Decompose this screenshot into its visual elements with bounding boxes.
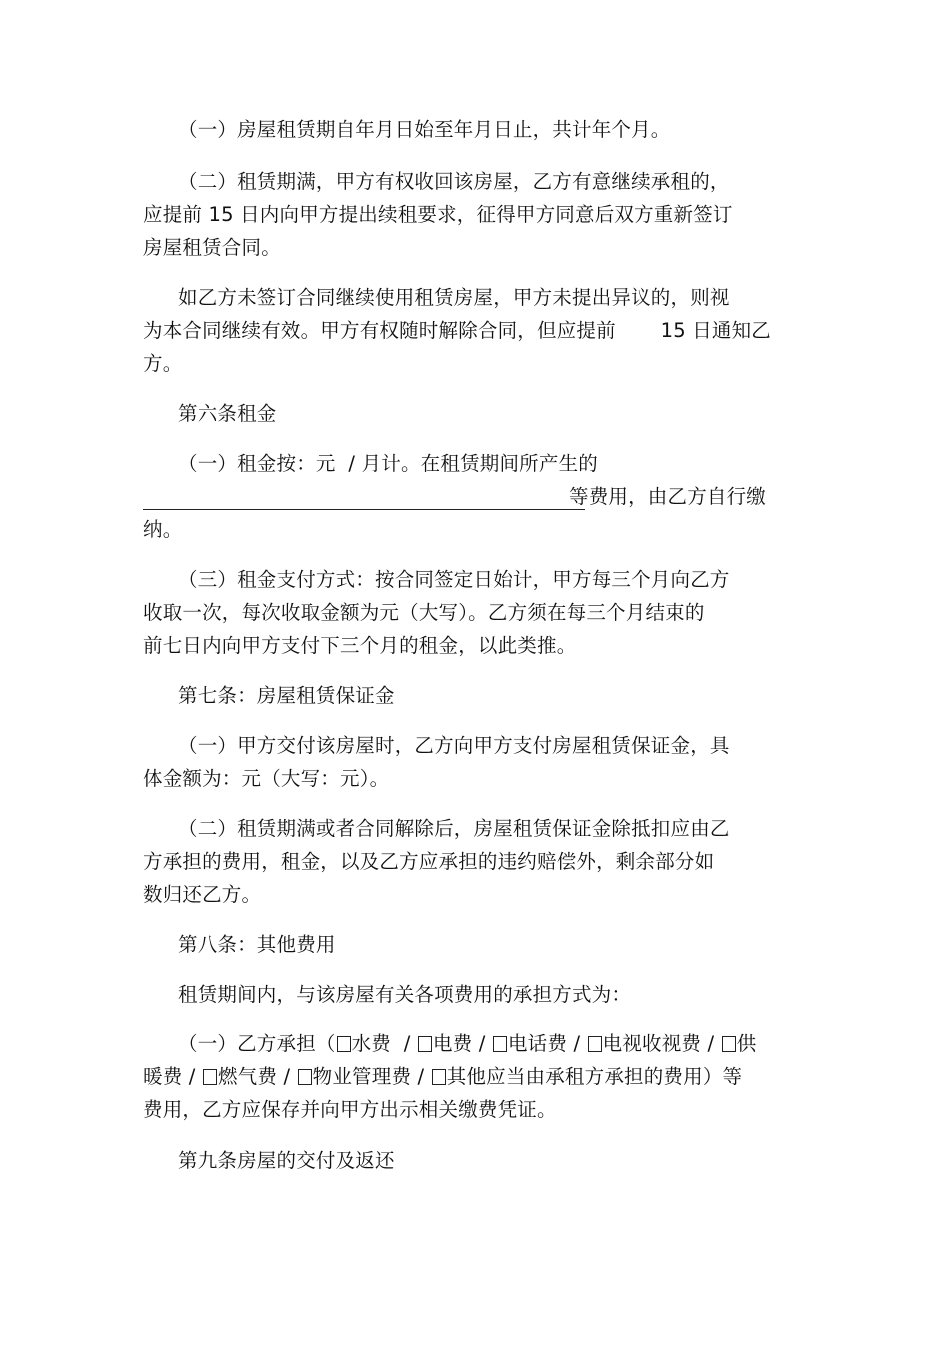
- fee-electricity: 电费 /: [432, 1032, 492, 1055]
- fill-in-blank-line: [143, 509, 585, 510]
- article-6-heading: 第六条租金: [178, 402, 277, 425]
- clause-7-2-line1: （二）租赁期满或者合同解除后，房屋租赁保证金除抵扣应由乙: [178, 817, 730, 840]
- clause-6-3-line3: 前七日内向甲方支付下三个月的租金，以此类推。: [143, 634, 577, 657]
- fee-heating-part2: 暖费 /: [143, 1065, 202, 1088]
- checkbox-electricity[interactable]: [418, 1036, 432, 1052]
- clause-5-1: （一）房屋租赁期自年月日始至年月日止，共计年个月。: [178, 118, 671, 141]
- clause-7-1-line1: （一）甲方交付该房屋时，乙方向甲方支付房屋租赁保证金，具: [178, 734, 730, 757]
- checkbox-property-management[interactable]: [298, 1069, 312, 1085]
- article-7-heading: 第七条：房屋租赁保证金: [178, 684, 395, 707]
- clause-5-2-line3: 房屋租赁合同。: [143, 236, 281, 259]
- article-8-heading: 第八条：其他费用: [178, 933, 336, 956]
- checkbox-telephone[interactable]: [493, 1036, 507, 1052]
- renewal-paragraph-line2: 为本合同继续有效。甲方有权随时解除合同，但应提前 15 日通知乙: [143, 319, 772, 342]
- clause-7-1-line2: 体金额为：元（大写：元）。: [143, 767, 390, 790]
- clause-6-3-line2: 收取一次，每次收取金额为元（大写）。乙方须在每三个月结束的: [143, 601, 705, 624]
- fee-tv: 电视收视费 /: [602, 1032, 721, 1055]
- fee-heating-part1: 供: [736, 1032, 757, 1055]
- fees-intro: 租赁期间内，与该房屋有关各项费用的承担方式为：: [178, 983, 632, 1006]
- checkbox-tv[interactable]: [588, 1036, 602, 1052]
- renewal-paragraph-line3: 方。: [143, 352, 183, 375]
- clause-6-1-line2: 等费用，由乙方自行缴: [569, 485, 767, 508]
- renewal-paragraph-line1: 如乙方未签订合同继续使用租赁房屋，甲方未提出异议的，则视: [178, 286, 730, 309]
- fees-checklist-line3: 费用，乙方应保存并向甲方出示相关缴费凭证。: [143, 1098, 557, 1121]
- fee-telephone: 电话费 /: [507, 1032, 587, 1055]
- clause-7-2-line3: 数归还乙方。: [143, 883, 262, 906]
- fees-prefix: （一）乙方承担（: [178, 1032, 336, 1055]
- checkbox-heating[interactable]: [722, 1036, 736, 1052]
- clause-5-2-line1: （二）租赁期满，甲方有权收回该房屋，乙方有意继续承租的，: [178, 170, 730, 193]
- fee-water: 水费 /: [351, 1032, 417, 1055]
- checkbox-water[interactable]: [337, 1036, 351, 1052]
- checkbox-other[interactable]: [432, 1069, 446, 1085]
- checkbox-gas[interactable]: [203, 1069, 217, 1085]
- clause-6-1-line3: 纳。: [143, 518, 183, 541]
- fees-checklist-line1: [178, 1032, 756, 1056]
- clause-6-3-line1: （三）租金支付方式：按合同签定日始计，甲方每三个月向乙方: [178, 568, 730, 591]
- clause-6-1-line1: （一）租金按：元 / 月计。在租赁期间所产生的: [178, 452, 598, 475]
- fee-property-management: 物业管理费 /: [312, 1065, 431, 1088]
- clause-7-2-line2: 方承担的费用，租金，以及乙方应承担的违约赔偿外，剩余部分如: [143, 850, 715, 873]
- fees-checklist-line2: [143, 1065, 742, 1089]
- article-9-heading: 第九条房屋的交付及返还: [178, 1149, 395, 1172]
- fee-gas: 燃气费 /: [217, 1065, 297, 1088]
- clause-5-2-line2: 应提前 15 日内向甲方提出续租要求，征得甲方同意后双方重新签订: [143, 203, 733, 226]
- fee-other: 其他应当由承租方承担的费用）等: [446, 1065, 743, 1088]
